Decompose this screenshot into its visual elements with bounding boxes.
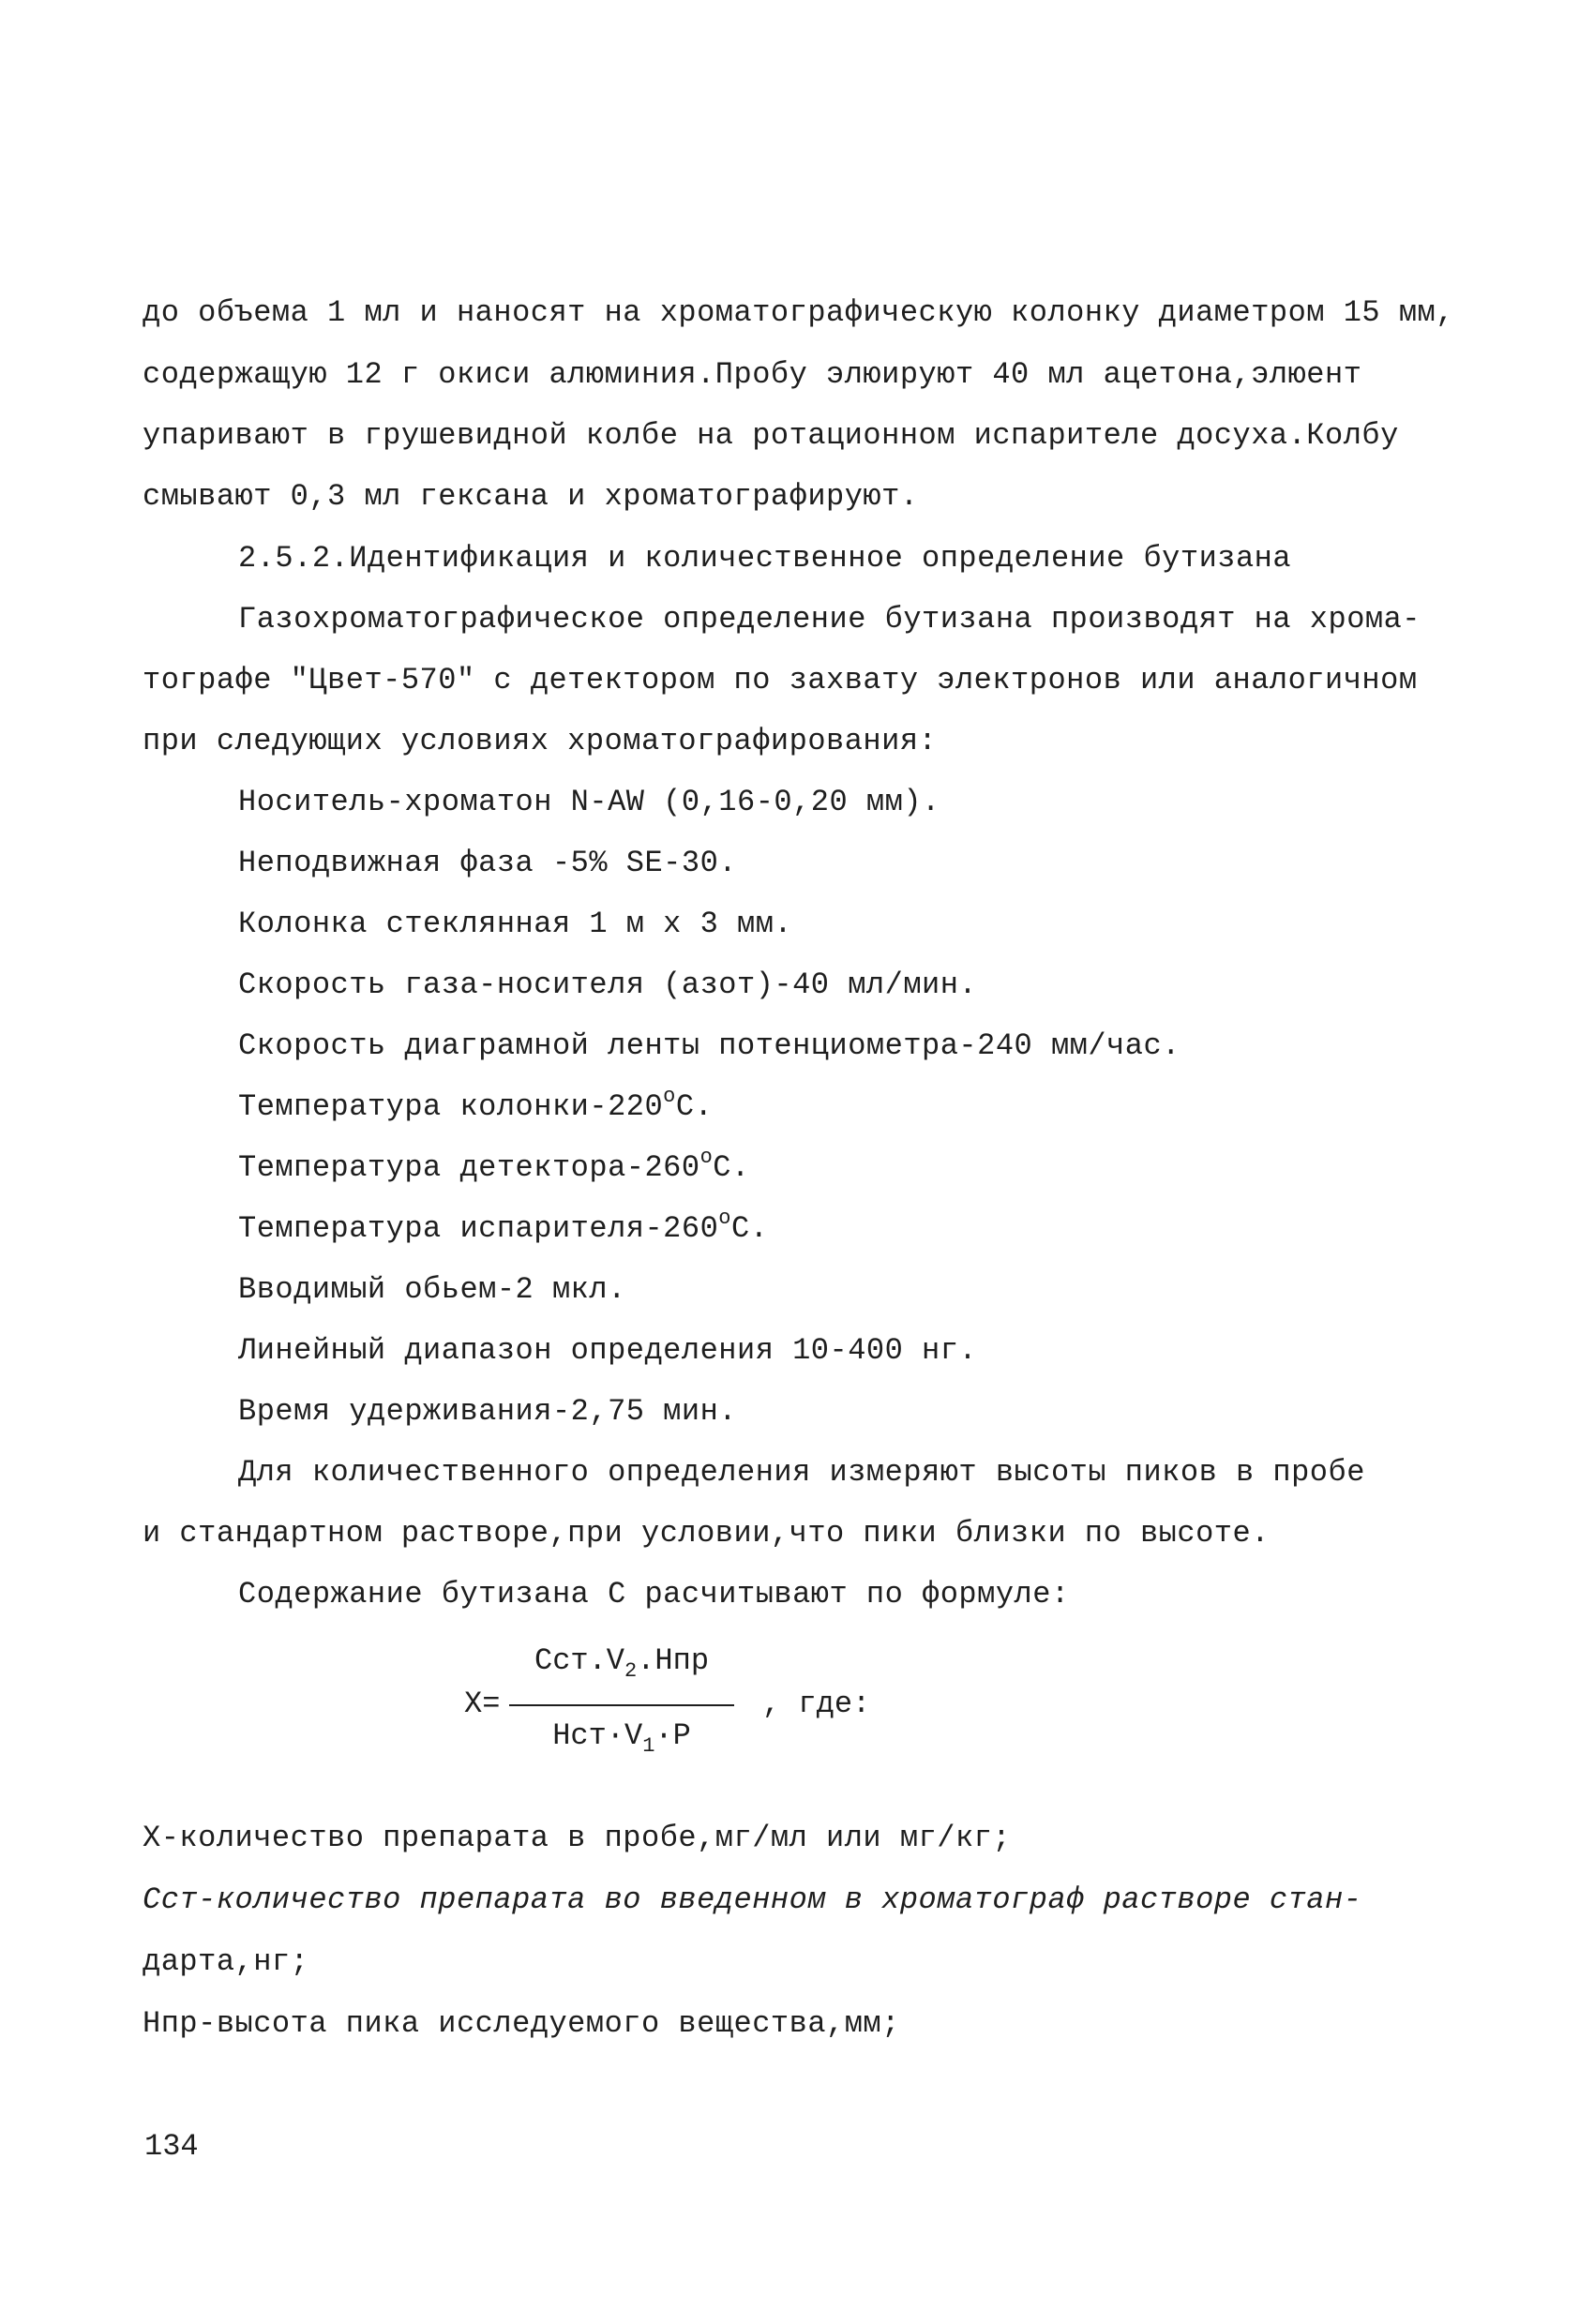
formula-num-b: .Нпр <box>637 1643 710 1678</box>
intro-line-3: упаривают в грушевидной колбе на ротационном испарителе досуха.Колбу <box>143 418 1399 453</box>
formula-den-a: Нст·V <box>552 1718 643 1753</box>
condition-volume: Вводимый обьем-2 мкл. <box>238 1272 626 1307</box>
definition-hpr: Нпр-высота пика исследуемого вещества,мм; <box>143 2006 900 2041</box>
fraction-bar <box>509 1704 734 1706</box>
condition-retention: Время удерживания-2,75 мин. <box>238 1394 737 1429</box>
formula <box>464 1642 952 1774</box>
temp-column-suffix: C. <box>675 1089 714 1124</box>
formula-intro: Содержание бутизана С расчитывают по формуле: <box>238 1577 1070 1612</box>
condition-carrier: Носитель-хроматон N-AW (0,16-0,20 мм). <box>238 785 940 819</box>
definition-cst-line-2: дарта,нг; <box>143 1944 309 1979</box>
condition-gas-rate: Скорость газа-носителя (азот)-40 мл/мин. <box>238 967 978 1002</box>
temp-column-degree: o <box>663 1085 676 1108</box>
page-number: 134 <box>144 2129 199 2164</box>
temp-detector-degree: o <box>699 1146 714 1169</box>
formula-den-sub: 1 <box>642 1734 655 1758</box>
intro-line-4: смывают 0,3 мл гексана и хроматографируют. <box>143 479 919 514</box>
formula-numerator <box>509 1642 734 1683</box>
formula-lhs: Х= <box>464 1687 501 1721</box>
temp-evaporator-degree: o <box>718 1207 731 1230</box>
formula-denominator <box>509 1717 734 1758</box>
definition-x: Х-количество препарата в пробе,мг/мл или мг/кг; <box>143 1821 1012 1855</box>
gc-line-1: Газохроматографическое определение бутизана производят на хрома- <box>238 602 1421 637</box>
intro-line-2: содержащую 12 г окиси алюминия.Пробу элюируют 40 мл ацетона,элюент <box>143 357 1362 392</box>
temp-column-prefix: Температура колонки-220 <box>238 1089 664 1124</box>
formula-den-b: ·Р <box>654 1718 691 1753</box>
formula-where: , где: <box>762 1687 871 1721</box>
quant-line-2: и стандартном растворе,при условии,что пики близки по высоте. <box>143 1516 1270 1551</box>
formula-num-a: Сст.V <box>534 1643 624 1678</box>
condition-linear-range: Линейный диапазон определения 10-400 нг. <box>238 1333 978 1368</box>
gc-line-2: тографе "Цвет-570" с детектором по захвату электронов или аналогичном <box>143 663 1418 697</box>
formula-num-sub: 2 <box>624 1659 638 1683</box>
temp-detector-prefix: Температура детектора-260 <box>238 1150 700 1185</box>
condition-temp-evaporator <box>238 1207 769 1248</box>
intro-line-1: до объема 1 мл и наносят на хроматографическую колонку диаметром 15 мм, <box>143 295 1454 330</box>
condition-temp-column <box>238 1085 714 1126</box>
condition-chart-speed: Скорость диаграмной ленты потенциометра-240 мм/час. <box>238 1028 1180 1063</box>
temp-evaporator-prefix: Температура испарителя-260 <box>238 1211 719 1246</box>
definition-cst-line-1: Сст-количество препарата во введенном в хроматограф растворе стан- <box>143 1882 1362 1917</box>
quant-line-1: Для количественного определения измеряют высоты пиков в пробе <box>238 1455 1365 1490</box>
gc-line-3: при следующих условиях хроматографирования: <box>143 724 938 758</box>
section-heading: 2.5.2.Идентификация и количественное определение бутизана <box>238 541 1292 576</box>
temp-evaporator-suffix: C. <box>730 1211 769 1246</box>
condition-column: Колонка стеклянная 1 м х 3 мм. <box>238 907 793 941</box>
temp-detector-suffix: C. <box>713 1150 750 1185</box>
condition-temp-detector <box>238 1146 750 1187</box>
condition-stationary-phase: Неподвижная фаза -5% SE-30. <box>238 846 737 880</box>
